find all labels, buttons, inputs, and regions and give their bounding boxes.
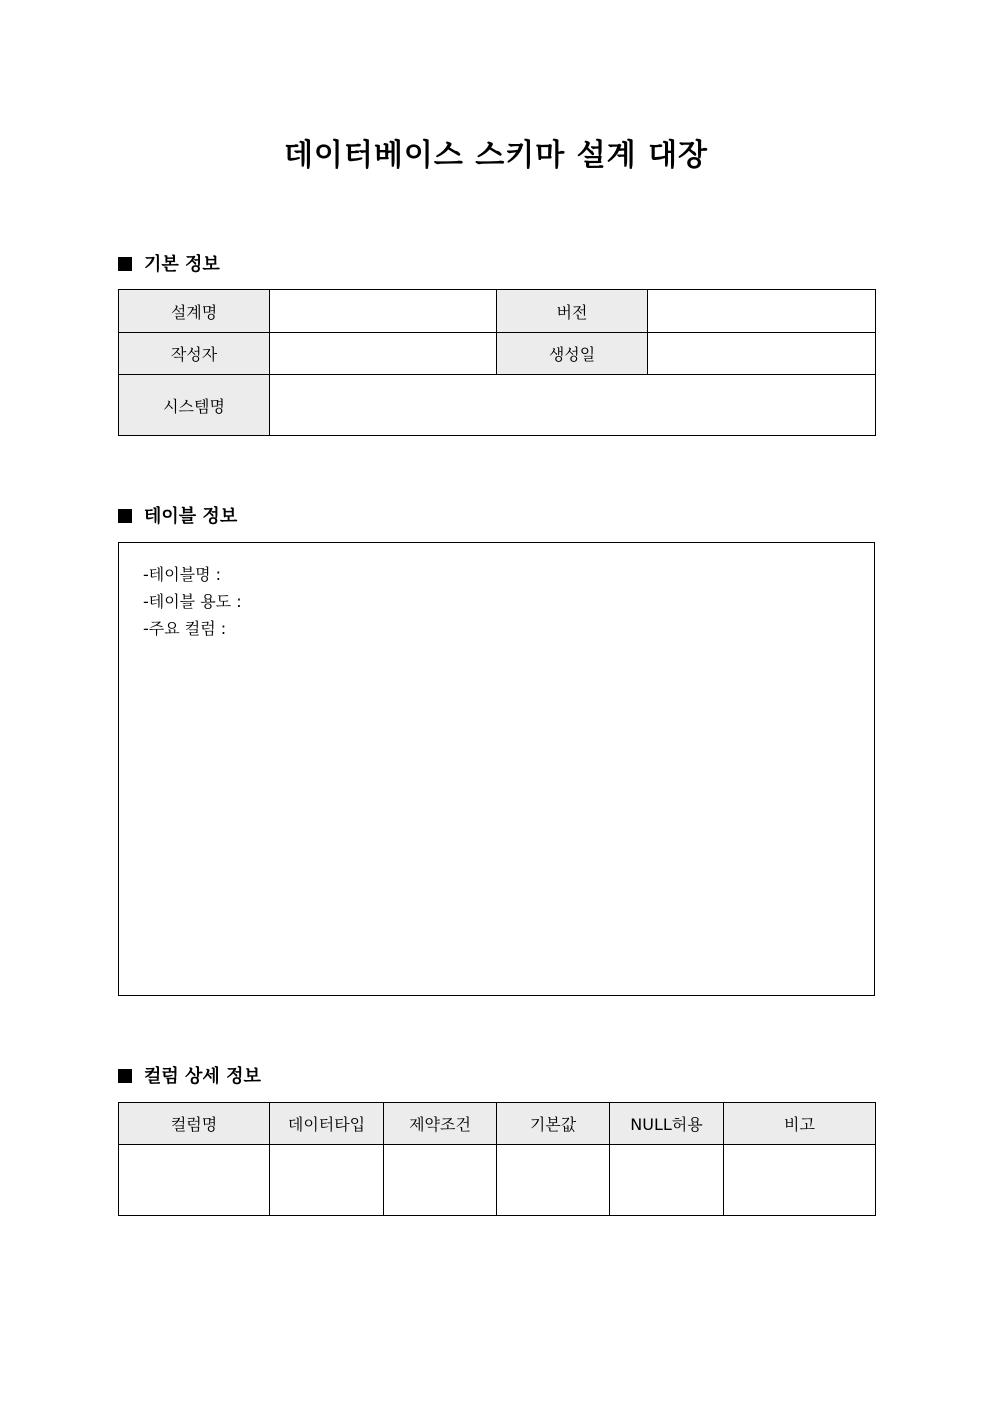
square-bullet-icon: [118, 1069, 132, 1083]
system-name-label: 시스템명: [119, 375, 270, 436]
remarks-cell[interactable]: [724, 1145, 876, 1216]
square-bullet-icon: [118, 257, 132, 271]
table-purpose-line: -테이블 용도 :: [143, 592, 242, 611]
created-date-label: 생성일: [497, 333, 648, 375]
nullable-cell[interactable]: [610, 1145, 724, 1216]
column-header-nullable: NULL허용: [610, 1103, 724, 1145]
data-type-cell[interactable]: [270, 1145, 384, 1216]
column-detail-heading-text: 컬럼 상세 정보: [144, 1066, 261, 1087]
created-date-field[interactable]: [648, 333, 876, 375]
basic-info-heading: [118, 253, 220, 277]
column-header-default: 기본값: [497, 1103, 610, 1145]
system-name-field[interactable]: [270, 375, 876, 436]
table-info-lines: [143, 561, 242, 642]
version-label: 버전: [497, 290, 648, 333]
column-detail-table: [118, 1102, 876, 1216]
column-header-column-name: 컬럼명: [119, 1103, 270, 1145]
version-field[interactable]: [648, 290, 876, 333]
author-label: 작성자: [119, 333, 270, 375]
table-name-line: -테이블명 :: [143, 565, 222, 584]
default-cell[interactable]: [497, 1145, 610, 1216]
design-name-label: 설계명: [119, 290, 270, 333]
document-title: 데이터베이스 스키마 설계 대장: [283, 138, 709, 173]
basic-info-table: [118, 289, 876, 436]
column-name-cell[interactable]: [119, 1145, 270, 1216]
square-bullet-icon: [118, 509, 132, 523]
table-row: [119, 1145, 876, 1216]
table-info-box[interactable]: [118, 542, 875, 996]
column-header-constraint: 제약조건: [384, 1103, 497, 1145]
table-info-heading-text: 테이블 정보: [144, 506, 238, 527]
author-field[interactable]: [270, 333, 497, 375]
table-info-heading: [118, 505, 237, 529]
column-header-data-type: 데이터타입: [270, 1103, 384, 1145]
column-detail-heading: [118, 1065, 261, 1089]
main-columns-line: -주요 컬럼 :: [143, 619, 227, 638]
constraint-cell[interactable]: [384, 1145, 497, 1216]
column-header-remarks: 비고: [724, 1103, 876, 1145]
design-name-field[interactable]: [270, 290, 497, 333]
basic-info-heading-text: 기본 정보: [144, 254, 220, 275]
